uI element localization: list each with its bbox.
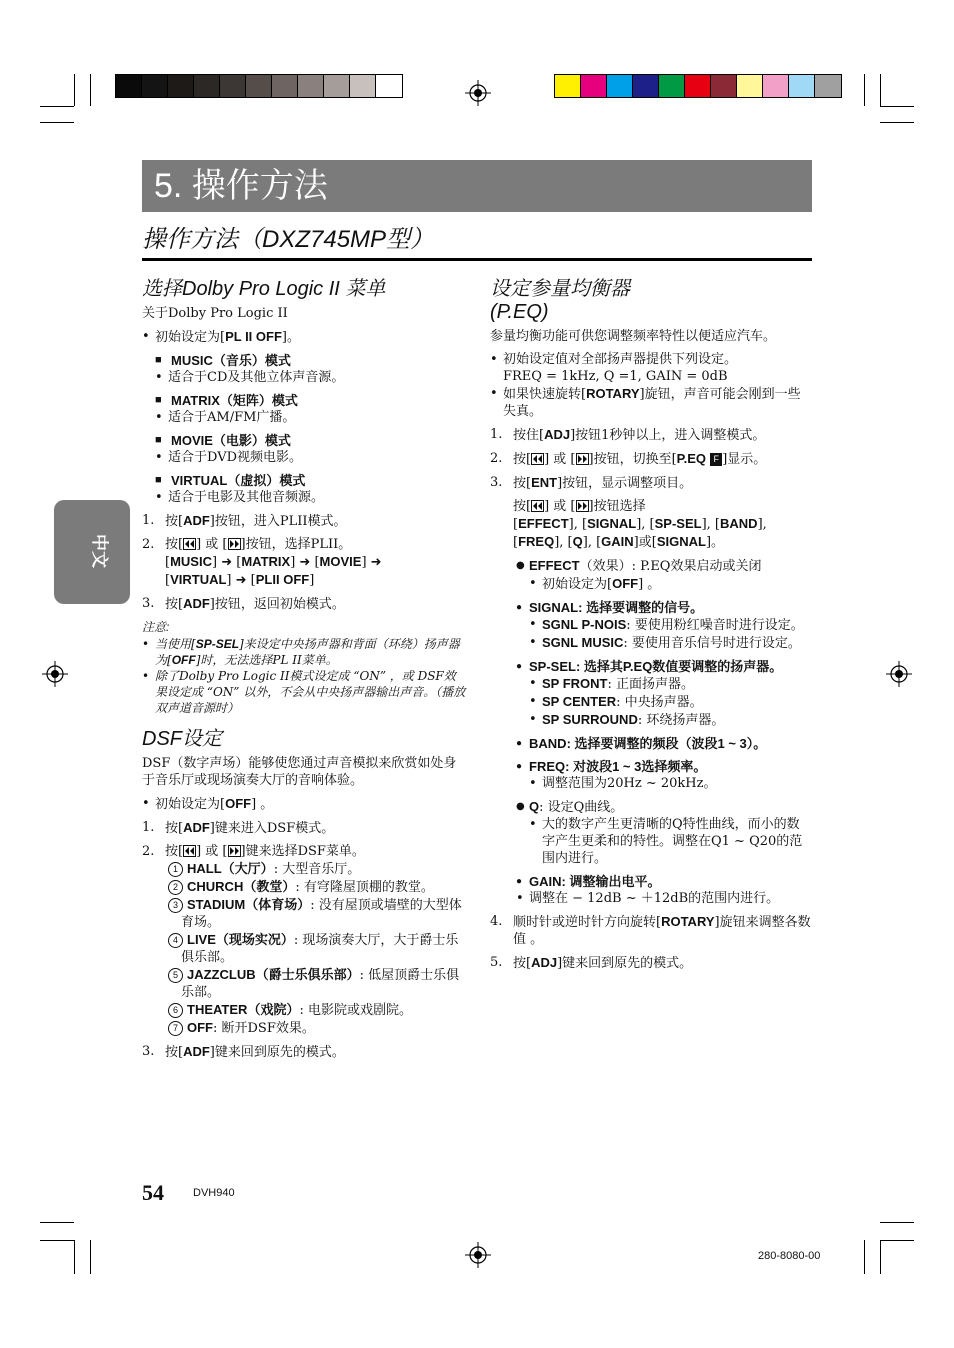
model-number: DVH940 [193, 1187, 235, 1199]
peq-gain: ● GAIN: 调整输出电平。 [516, 873, 812, 890]
dolby-step-3: 3. 按[ADF]按钮，返回初始模式。 [142, 596, 345, 612]
dsf-step-2: 2. 按[ ] 或 [ ]键来选择DSF菜单。 [142, 844, 365, 859]
color-calibration-bar [554, 74, 842, 98]
color-swatch [116, 75, 142, 97]
crop-mark [864, 74, 865, 106]
peq-item-list [516, 557, 812, 907]
note-heading: 注意: [142, 620, 170, 634]
peq-step-3: 3. 按[ENT]按钮，显示调整项目。 [490, 475, 693, 491]
document-code: 280-8080-00 [758, 1250, 821, 1262]
peq-q: ● Q: 设定Q曲线。 [516, 798, 812, 816]
mode-desc: • 适合于电影及其他音频源。 [155, 489, 467, 506]
mode-title: ■ MOVIE（电影）模式 [155, 432, 467, 449]
color-swatch [815, 75, 841, 97]
color-swatch [350, 75, 376, 97]
dsf-intro: DSF（数字声场）能够使您通过声音模拟来欣赏如处身于音乐厅或现场演奏大厅的音响体验。 [142, 756, 457, 788]
peq-intro: 参量均衡功能可供您调整频率特性以便适应汽车。 [490, 329, 777, 344]
color-swatch [607, 75, 633, 97]
page-number: 54 [142, 1180, 164, 1205]
peq-default: • 初始设定值对全部扬声器提供下列设定。 FREQ = 1kHz, Q =1, GAIN = 0dB [490, 351, 812, 385]
mode-desc: • 适合于CD及其他立体声音源。 [155, 369, 467, 386]
crop-mark [40, 1240, 74, 1241]
crop-mark [880, 1222, 914, 1223]
peq-distortion-note: • 如果快速旋转[ROTARY]旋钮，声音可能会刚到一些失真。 [490, 385, 812, 420]
registration-mark-icon [465, 80, 491, 106]
registration-mark-icon [42, 661, 68, 687]
dolby-heading: 选择Dolby Pro Logic II 菜单 [142, 278, 386, 300]
previous-track-icon [531, 500, 544, 512]
crop-mark [880, 1240, 914, 1241]
peq-band: ● BAND: 选择要调整的频段（波段1 ~ 3）。 [516, 735, 812, 752]
registration-mark-icon [465, 1242, 491, 1268]
peq-spsel-option: • SP CENTER: 中央扬声器。 [529, 693, 812, 711]
peq-gain-range: • 调整在 − 12dB ~ ＋12dB的范围内进行。 [516, 890, 812, 907]
peq-step-5: 5. 按[ADJ]键来回到原先的模式。 [490, 955, 693, 971]
dsf-heading: DSF设定 [142, 728, 222, 750]
crop-mark [880, 122, 914, 123]
color-swatch [168, 75, 194, 97]
dolby-mode-list [155, 352, 467, 506]
crop-mark [880, 74, 881, 106]
peq-step-1: 1. 按住[ADJ]按钮1秒钟以上，进入调整模式。 [490, 427, 766, 443]
peq-freq-range: • 调整范围为20Hz ~ 20kHz。 [529, 775, 812, 792]
peq-spsel: ● SP-SEL: 选择其P.EQ数值要调整的扬声器。 [516, 658, 812, 675]
crop-mark [40, 1222, 74, 1223]
section-subtitle: 操作方法（DXZ745MP型） [142, 222, 812, 261]
peq-signal-option: • SGNL P-NOIS: 要使用粉红噪音时进行设定。 [529, 616, 812, 634]
color-swatch [142, 75, 168, 97]
note-2: • 除了Dolby Pro Logic II模式设定成 “ON” ，或 DSF效果设定成 “ON” 以外，不会从中央扬声器输出声音。（播放双声道音源时） [142, 668, 467, 716]
next-track-icon [576, 453, 589, 465]
dsf-item: 1 HALL（大厅）: 大型音乐厅。 [168, 860, 467, 878]
dsf-step-1: 1. 按[ADF]键来进入DSF模式。 [142, 820, 335, 836]
peq-signal: ● SIGNAL: 选择要调整的信号。 [516, 599, 812, 616]
dsf-step-3: 3. 按[ADF]键来回到原先的模式。 [142, 1044, 345, 1060]
mode-desc: • 适合于AM/FM广播。 [155, 409, 467, 426]
color-swatch [324, 75, 350, 97]
peq-effect: ● EFFECT（效果）: P.EQ效果启动或关闭 [516, 557, 812, 575]
peq-spsel-option: • SP FRONT: 正面扬声器。 [529, 675, 812, 693]
crop-mark [880, 1240, 881, 1274]
crop-mark [74, 74, 75, 106]
crop-mark [40, 106, 74, 107]
dolby-default: • 初始设定为[PL II OFF]。 [142, 328, 467, 346]
registration-mark-icon [886, 661, 912, 687]
right-column [490, 278, 812, 972]
color-swatch [298, 75, 324, 97]
color-swatch [376, 75, 402, 97]
color-swatch [555, 75, 581, 97]
color-swatch [633, 75, 659, 97]
peq-heading: 设定参量均衡器 (P.EQ) [490, 278, 630, 323]
color-swatch [685, 75, 711, 97]
previous-track-icon [183, 538, 196, 550]
chapter-title: 5. 操作方法 [142, 160, 812, 212]
color-swatch [789, 75, 815, 97]
peq-q-desc: • 大的数字产生更清晰的Q特性曲线，而小的数字产生更柔和的特性。调整在Q1 ~ Q20的范围内进行。 [529, 816, 812, 867]
color-swatch [737, 75, 763, 97]
dsf-default: • 初始设定为[OFF] 。 [142, 795, 467, 813]
language-tab [54, 500, 130, 604]
dolby-step-1: 1. 按[ADF]按钮，进入PLII模式。 [142, 513, 347, 529]
color-swatch [659, 75, 685, 97]
crop-mark [880, 106, 914, 107]
dsf-item-list [168, 860, 467, 1037]
crop-mark [74, 1240, 75, 1274]
color-swatch [711, 75, 737, 97]
color-swatch [272, 75, 298, 97]
mode-title: ■ MATRIX（矩阵）模式 [155, 392, 467, 409]
color-swatch [763, 75, 789, 97]
dsf-item: 7 OFF: 断开DSF效果。 [168, 1019, 467, 1037]
dsf-item: 4 LIVE（现场实况）: 现场演奏大厅，大于爵士乐俱乐部。 [168, 931, 467, 966]
next-track-icon [228, 538, 241, 550]
dolby-step-2: 2. 按[ ] 或 [ ]按钮，选择PLII。 [MUSIC] ➜ [MATRIX] ➜ [MOVIE] ➜ [VIRTUAL] ➜ [PLII OFF] [142, 537, 382, 588]
dolby-intro: 关于Dolby Pro Logic II [142, 306, 288, 321]
color-swatch [220, 75, 246, 97]
dsf-item: 5 JAZZCLUB（爵士乐俱乐部）: 低屋顶爵士乐俱乐部。 [168, 966, 467, 1001]
crop-mark [90, 1240, 91, 1274]
peq-spsel-option: • SP SURROUND: 环绕扬声器。 [529, 711, 812, 729]
dsf-item: 3 STADIUM（体育场）: 没有屋顶或墙壁的大型体育场。 [168, 896, 467, 931]
color-swatch [246, 75, 272, 97]
peq-step-2: 2. 按[ ] 或 [ ]按钮，切换至[P.EQ F ]显示。 [490, 451, 767, 467]
peq-step-3-select: 按[ ] 或 [ ]按钮选择 [EFFECT], [SIGNAL], [SP-SEL], [BAND], [FREQ], [Q], [GAIN]或[SIGNAL]。 [513, 499, 767, 550]
peq-f-indicator: F [710, 453, 722, 466]
mode-title: ■ VIRTUAL（虚拟）模式 [155, 472, 467, 489]
mode-title: ■ MUSIC（音乐）模式 [155, 352, 467, 369]
previous-track-icon [183, 845, 196, 857]
dsf-item: 6 THEATER（戏院）: 电影院或戏剧院。 [168, 1001, 467, 1019]
previous-track-icon [531, 453, 544, 465]
next-track-icon [228, 845, 241, 857]
left-column [142, 278, 467, 1061]
note-1: • 当使用[SP-SEL]来设定中央扬声器和背面（环绕）扬声器为[OFF]时，无法选择PL II菜单。 [142, 636, 467, 668]
peq-step-4: 4. 顺时针或逆时针方向旋转[ROTARY]旋钮来调整各数值 。 [490, 914, 811, 947]
color-swatch [194, 75, 220, 97]
crop-mark [864, 1240, 865, 1274]
dsf-item: 2 CHURCH（教堂）: 有穹隆屋顶棚的教堂。 [168, 878, 467, 896]
next-track-icon [576, 500, 589, 512]
crop-mark [40, 122, 74, 123]
peq-freq: ● FREQ: 对波段1 ~ 3选择频率。 [516, 758, 812, 775]
language-tab-label: 中文 [89, 534, 109, 568]
crop-mark [90, 74, 91, 106]
peq-signal-option: • SGNL MUSIC: 要使用音乐信号时进行设定。 [529, 634, 812, 652]
peq-effect-default: • 初始设定为[OFF] 。 [529, 575, 812, 593]
mode-desc: • 适合于DVD视频电影。 [155, 449, 467, 466]
color-swatch [581, 75, 607, 97]
gray-calibration-bar [115, 74, 403, 98]
